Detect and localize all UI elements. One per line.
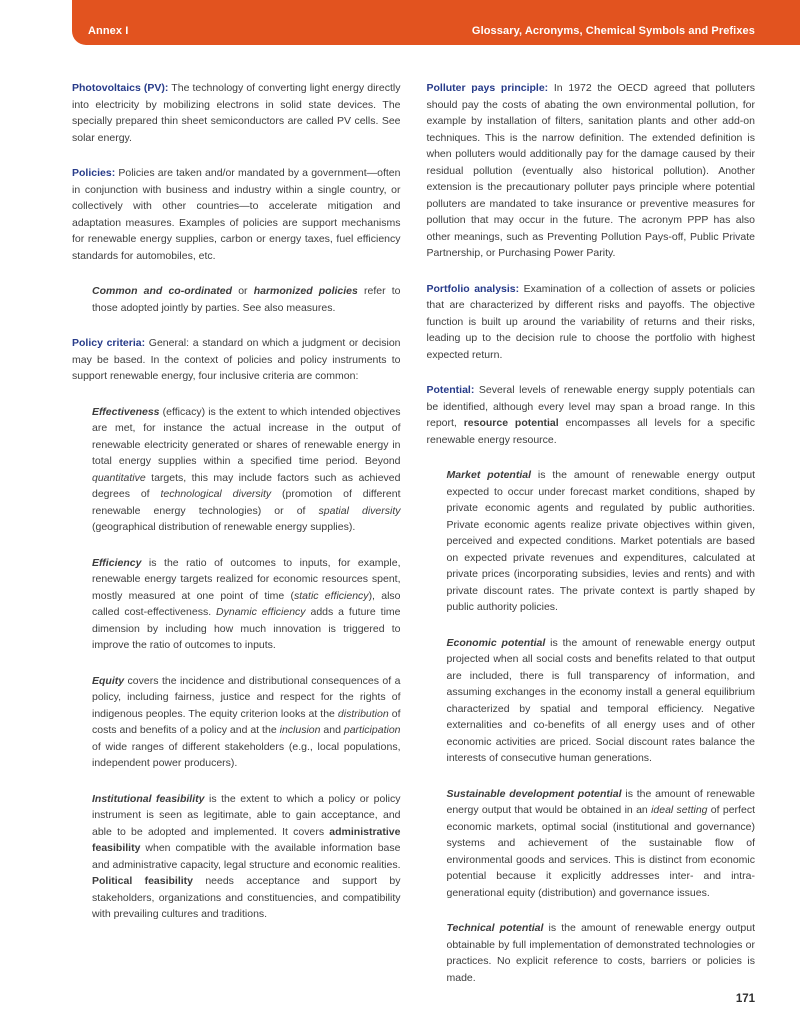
glossary-subentry — [447, 786, 756, 902]
text-run: is the ratio of outcomes to inputs, for example, renewable energy targets realized for economic resources spent, mostly measured at one point of time ( — [92, 556, 401, 602]
text-run: technological diversity — [160, 488, 272, 500]
text-run: needs acceptance and support by stakeholders, organizations and constituencies, and compatibility with prevailing cultures and traditions. — [92, 875, 401, 920]
text-run: or — [232, 285, 254, 297]
text-run: Political feasibility — [92, 875, 194, 887]
text-run: Several levels of renewable energy supply potentials can be identified, although every level may span a broad range. In this report, — [426, 384, 755, 429]
text-run: Policies are taken and/or mandated by a government—often in conjunction with business and industry within a single country, or collectively with other countries—to accelerate mitigation and adaptation measures. Examples of policies are support mechanisms for renewable energy supplies, carbon or energy taxes, fuel efficiency standards for automobiles, etc. — [72, 167, 401, 262]
text-run: General: a standard on which a judgment or decision may be based. In the context of policies and policy instruments to support renewable energy, four inclusive criteria are common: — [72, 337, 401, 382]
text-run: static efficiency — [294, 589, 369, 602]
text-run: is the amount of renewable energy output projected when all social costs and benefits related to that output are included, there is full transparency of information, and assuming exchanges in the economy install a general equilibrium characterized by spatial and temporal efficiency. Negative externalities and co-benefits of all energy uses and of other economic activities are priced. Social discount rates balance the interests of consecutive human generations. — [446, 636, 755, 764]
text-run: targets, this may include factors such as achieved degrees of — [92, 471, 401, 500]
text-run: spatial diversity — [318, 504, 401, 517]
term-label: Policies: — [72, 167, 116, 179]
text-run: ideal setting — [651, 804, 708, 816]
text-run: distribution — [337, 707, 389, 720]
term-label: Potential: — [426, 384, 475, 396]
text-run: (efficacy) is the extent to which intended objectives are met, for instance the actual increase in the output of renewable electricity generated or shares of renewable energy in total energy supplies within a specified time period. Beyond — [92, 405, 401, 467]
text-run: Market potential — [446, 469, 531, 481]
glossary-entry — [72, 335, 401, 385]
text-run: is the amount of renewable energy output that would be obtained in an — [446, 787, 755, 816]
text-run: In 1972 the OECD agreed that polluters should pay the costs of abating the own environmental pollution, for example by installation of filters, sanitation plants and other add-on techniques. This is the narrow definition. The extended definition is when polluters would additionally pay for the damage caused by their residual pollution (eventually also historical pollution). Another extension is the precautionary polluter pays principle where potential polluters are mandated to take insurance or preventive measures for pollution that may occur in the future. The acronym PPP has also other meanings, such as Preventing Pollution Pays-off, Public Private Partnership, or Purchasing Power Parity. — [426, 82, 755, 259]
text-run: resource potential — [463, 417, 559, 429]
glossary-subentry — [92, 555, 401, 654]
glossary-entry — [427, 80, 756, 262]
text-run: when compatible with the available information base and administrative capacity, legal structure and economic realities. — [92, 842, 401, 871]
page-number: 171 — [735, 993, 755, 1005]
text-run: encompasses all levels for a specific renewable energy resource. — [426, 417, 756, 446]
term-label: Photovoltaics (PV): — [72, 82, 169, 94]
text-run: is the amount of renewable energy output expected to occur under forecast market conditions, shaped by private economic agents and regulated by public authorities. Private economic agents realize private objectives within given, perceived and expected conditions. Market potentials are based on expected private revenues and expenditures, calculated at private prices (incorporating subsidies, levies and rents) and with private discount rates. The private context is partly shaped by public authority policies. — [446, 469, 755, 613]
glossary-content — [72, 80, 755, 1005]
text-run: Economic potential — [446, 636, 546, 649]
glossary-subentry — [92, 673, 401, 772]
text-run: covers the incidence and distributional consequences of a policy, including fairness, justice and respect for the rights of indigenous peoples. The equity criterion looks at the — [92, 674, 401, 720]
text-run: and — [320, 724, 344, 736]
left-column — [72, 80, 401, 1005]
text-run: quantitative — [92, 471, 146, 484]
glossary-entry — [72, 165, 401, 264]
text-run: adds a future time dimension by including how much innovation is triggered to improve the ratio of outcomes to inputs. — [92, 606, 401, 651]
right-column — [427, 80, 756, 1005]
glossary-subentry — [92, 404, 401, 536]
text-run: Common and co-ordinated — [92, 285, 233, 297]
text-run: Technical potential — [446, 922, 544, 934]
header-chapter-title: Glossary, Acronyms, Chemical Symbols and Prefixes — [471, 25, 755, 37]
text-run: Examination of a collection of assets or policies that are characterized by different risks and payoffs. The objective function is built up around the variability of returns and their risks, leading up to the decision rule to choose the portfolio with highest expected return. — [426, 282, 755, 361]
text-run: Effectiveness — [92, 405, 160, 418]
term-label: Polluter pays principle: — [426, 82, 549, 94]
text-run: Equity — [92, 674, 125, 687]
header-annex-label: Annex I — [88, 25, 129, 37]
text-run: of wide ranges of different stakeholders (e.g., local populations, independent power producers). — [92, 740, 401, 769]
text-run: Institutional feasibility — [92, 792, 205, 805]
term-label: Policy criteria: — [72, 337, 146, 349]
glossary-entry — [427, 281, 756, 364]
text-run: of costs and benefits of a policy and at the — [92, 707, 401, 736]
text-run: refer to those adopted jointly by parties. See also measures. — [92, 285, 401, 314]
glossary-subentry — [447, 635, 756, 767]
text-run: inclusion — [279, 724, 321, 736]
text-run: ), also called cost-effectiveness. — [92, 589, 401, 618]
text-run: participation — [343, 724, 401, 736]
text-run: Sustainable development potential — [446, 787, 622, 800]
text-run: administrative feasibility — [92, 825, 401, 854]
text-run: (geographical distribution of renewable energy supplies). — [92, 521, 356, 533]
text-run: harmonized policies — [253, 285, 358, 297]
glossary-subentry — [92, 283, 401, 316]
text-run: of perfect economic markets, optimal social (institutional and governance) systems and achievement of the sustainable flow of environmental goods and services. This is distinct from economic potential because it explicitly addresses inter- and intra-generational equity (distribution) and governance issues. — [446, 804, 755, 899]
term-label: Portfolio analysis: — [426, 282, 520, 295]
text-run: Dynamic efficiency — [216, 606, 306, 618]
glossary-entry — [72, 80, 401, 146]
text-run: The technology of converting light energy directly into electricity by mobilizing electrons in solid state devices. The specially prepared thin sheet semiconductors are called PV cells. See solar energy. — [72, 82, 401, 144]
glossary-subentry — [92, 791, 401, 923]
glossary-entry — [427, 382, 756, 448]
glossary-subentry — [447, 467, 756, 616]
text-run: (promotion of different renewable energy technologies) or of — [92, 488, 401, 517]
text-run: is the amount of renewable energy output obtainable by full implementation of demonstrated technologies or practices. No explicit reference to costs, barriers or policies is made. — [446, 922, 755, 984]
glossary-subentry — [447, 920, 756, 986]
text-run: Efficiency — [92, 556, 142, 569]
text-run: is the extent to which a policy or policy instrument is seen as legitimate, able to gain acceptance, and able to be adopted and implemented. It covers — [92, 792, 401, 838]
page-header-band — [72, 0, 800, 45]
